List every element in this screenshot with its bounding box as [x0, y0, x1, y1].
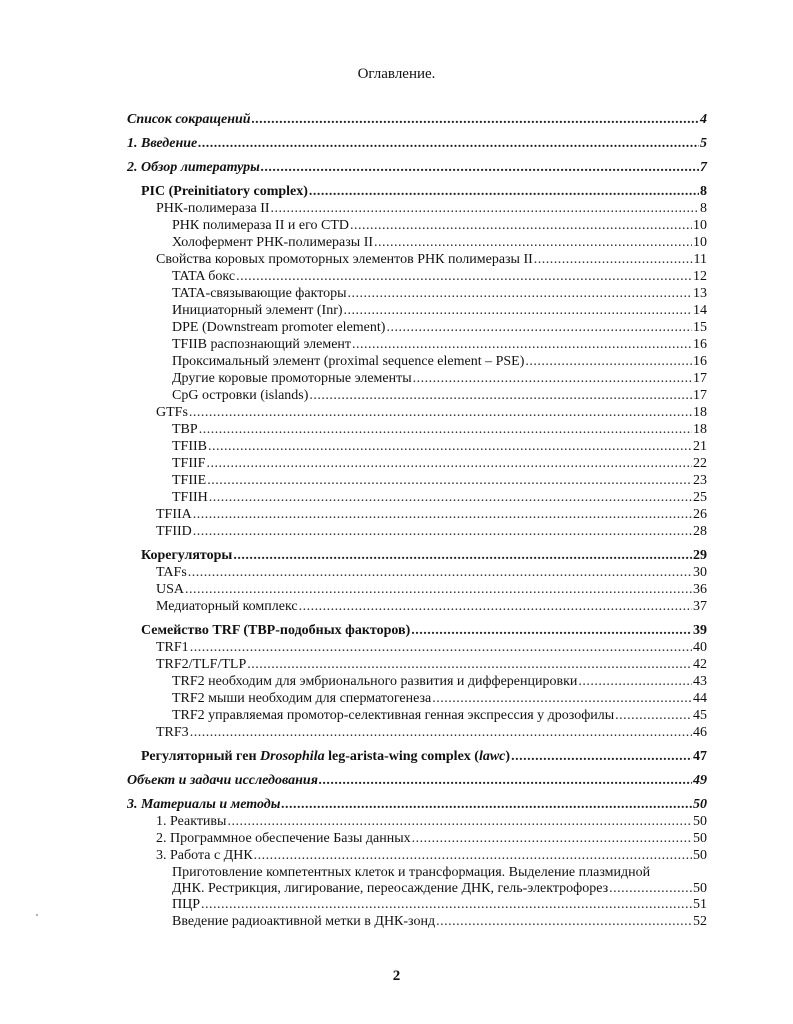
- toc-entry[interactable]: TFIIH ..... 25: [172, 490, 707, 506]
- toc-entry[interactable]: 2. Обзор литературы ..... 7: [127, 160, 707, 176]
- toc-entry[interactable]: Свойства коровых промоторных элементов РНК полимеразы II ..... 11: [156, 252, 707, 268]
- toc-entry[interactable]: TATA бокс ..... 12: [172, 269, 707, 285]
- toc-entry[interactable]: Медиаторный комплекс ..... 37: [156, 599, 707, 615]
- toc-entry[interactable]: USA ..... 36: [156, 582, 707, 598]
- toc-entry[interactable]: 2. Программное обеспечение Базы данных ..... 50: [156, 831, 707, 847]
- toc-entry[interactable]: TFIIB распознающий элемент ..... 16: [172, 337, 707, 353]
- toc-entry[interactable]: Введение радиоактивной метки в ДНК-зонд ..... 52: [172, 914, 707, 930]
- scan-speck: [36, 914, 38, 916]
- toc-entry[interactable]: ПЦР ..... 51: [172, 897, 707, 913]
- toc-entry[interactable]: DPE (Downstream promoter element) ..... 15: [172, 320, 707, 336]
- toc-entry[interactable]: Инициаторный элемент (Inr) ..... 14: [172, 303, 707, 319]
- toc-entry[interactable]: РНК полимераза II и его CTD ..... 10: [172, 218, 707, 234]
- page-title: Оглавление.: [357, 66, 436, 82]
- toc-entry[interactable]: РНК-полимераза II ..... 8: [156, 201, 707, 217]
- toc-entry[interactable]: 1. Введение ..... 5: [127, 136, 707, 152]
- toc-entry[interactable]: TRF2 управляемая промотор-селективная генная экспрессия у дрозофилы ..... 45: [172, 708, 707, 724]
- toc-entry[interactable]: Корегуляторы ..... 29: [141, 548, 707, 564]
- toc-entry[interactable]: TAFs ..... 30: [156, 565, 707, 581]
- toc-entry[interactable]: TATA-связывающие факторы ..... 13: [172, 286, 707, 302]
- toc-entry[interactable]: Приготовление компетентных клеток и трансформация. Выделение плазмидной ДНК. Рестрикция, лигирование, переосаждение ДНК, гель-электрофорез ..... 50: [172, 865, 707, 897]
- toc-entry[interactable]: TFIID ..... 28: [156, 524, 707, 540]
- toc-entry[interactable]: TBP ..... 18: [172, 422, 707, 438]
- toc-entry[interactable]: CpG островки (islands) ..... 17: [172, 388, 707, 404]
- toc-entry[interactable]: Холофермент РНК-полимеразы II ..... 10: [172, 235, 707, 251]
- toc-entry[interactable]: TRF3 ..... 46: [156, 725, 707, 741]
- toc-entry[interactable]: TFIIA ..... 26: [156, 507, 707, 523]
- toc-entry[interactable]: TFIIB ..... 21: [172, 439, 707, 455]
- toc-entry[interactable]: TFIIF ..... 22: [172, 456, 707, 472]
- page-number: 2: [392, 968, 401, 984]
- toc-entry[interactable]: PIC (Preinitiatory complex) ..... 8: [141, 184, 707, 200]
- toc-entry[interactable]: TRF2 необходим для эмбрионального развития и дифференцировки ..... 43: [172, 674, 707, 690]
- toc-entry[interactable]: Объект и задачи исследования ..... 49: [127, 773, 707, 789]
- toc-entry[interactable]: 1. Реактивы ..... 50: [156, 814, 707, 830]
- toc-entry[interactable]: GTFs ..... 18: [156, 405, 707, 421]
- toc-entry[interactable]: TRF1 ..... 40: [156, 640, 707, 656]
- toc-entry[interactable]: TRF2/TLF/TLP ..... 42: [156, 657, 707, 673]
- toc-entry[interactable]: Список сокращений ..... 4: [127, 112, 707, 128]
- toc-entry[interactable]: TFIIE ..... 23: [172, 473, 707, 489]
- toc-entry[interactable]: Другие коровые промоторные элементы ..... 17: [172, 371, 707, 387]
- toc-entry[interactable]: TRF2 мыши необходим для сперматогенеза ..... 44: [172, 691, 707, 707]
- toc-entry[interactable]: Семейство TRF (TBP-подобных факторов) ..... 39: [141, 623, 707, 639]
- toc-entry[interactable]: Проксимальный элемент (proximal sequence element – PSE) ..... 16: [172, 354, 707, 370]
- toc-entry[interactable]: 3. Работа с ДНК ..... 50: [156, 848, 707, 864]
- toc-entry[interactable]: 3. Материалы и методы ..... 50: [127, 797, 707, 813]
- toc-entry[interactable]: Регуляторный ген Drosophila leg-arista-wing complex (lawc) ..... 47: [141, 749, 707, 765]
